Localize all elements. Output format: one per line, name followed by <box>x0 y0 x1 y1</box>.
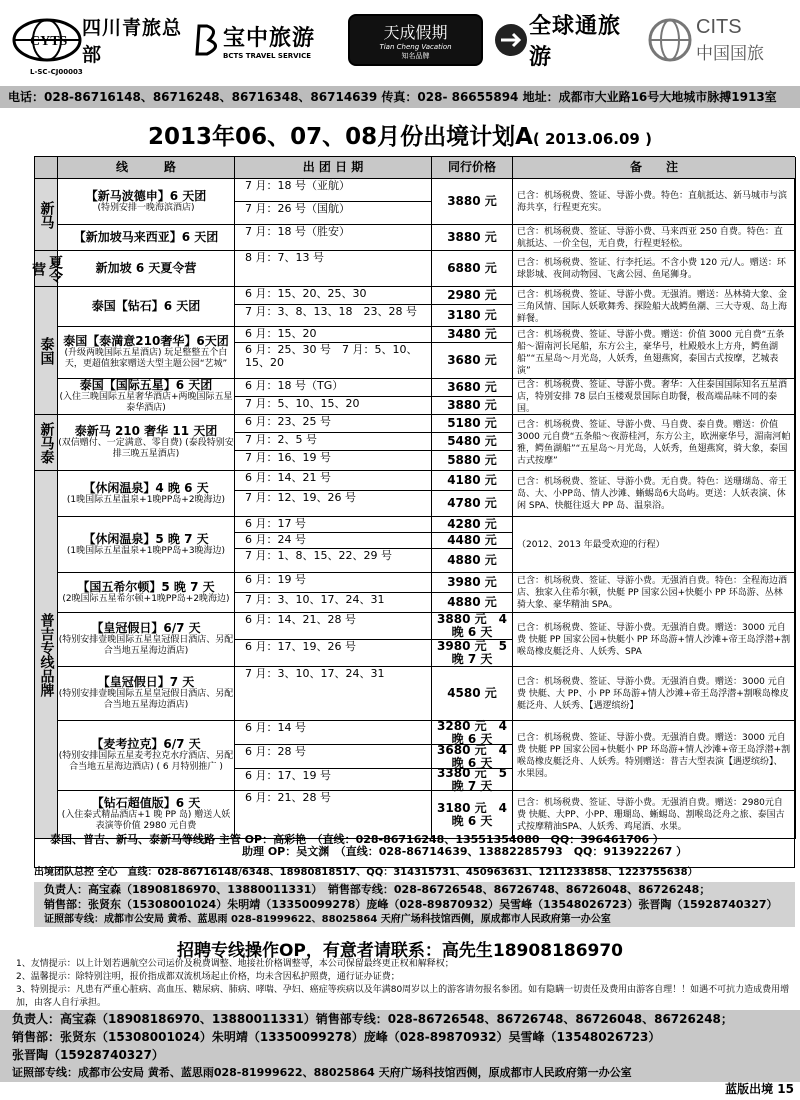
price-cell <box>432 517 513 533</box>
route-name: 【新加坡马来西亚】6 天团 <box>73 230 219 244</box>
departure-date-text: 6 月：28 号 <box>245 745 306 758</box>
price-text: 3180 元 4 晚 6 天 <box>437 800 507 828</box>
price-cell <box>432 225 513 251</box>
price-cell <box>432 471 513 491</box>
departure-dates <box>235 179 432 202</box>
price-cell <box>432 640 513 667</box>
header-route-label: 线 路 <box>115 160 176 174</box>
price-text: 3680 元 <box>447 353 497 367</box>
tiancheng-sub2: 知名品牌 <box>401 51 430 60</box>
arrow-circle-icon <box>493 22 529 58</box>
notes-cell <box>513 721 796 791</box>
cits-name: CITS <box>696 16 742 38</box>
globe-icon <box>12 18 82 62</box>
departure-date-text: 6 月：14、21、28 号 <box>245 613 356 626</box>
group-label-text: 普吉专线品牌 <box>38 612 55 697</box>
departure-date-text: 7 月：3、8、13、18 23、28 号 <box>245 305 417 318</box>
notes-cell <box>513 379 796 415</box>
departure-date-text: 7 月：18 号（胜安） <box>245 225 350 238</box>
price-cell <box>432 251 513 287</box>
cits-sub: 中国国旅 <box>696 44 764 64</box>
price-text: 2980 元 <box>447 288 497 302</box>
departure-dates <box>235 491 432 517</box>
departure-date-text: 6 月：21、28 号 <box>245 791 331 804</box>
departure-date-text: 6 月：25、30 号 7 月：5、10、15、20 <box>245 343 418 369</box>
price-text: 4580 元 <box>447 686 497 700</box>
price-cell <box>432 179 513 225</box>
departure-date-text: 7 月：12、19、26 号 <box>245 491 356 504</box>
notes-cell <box>513 327 796 379</box>
route-subtitle: (2晚国际五星希尔顿+1晚PP岛+2晚海边) <box>62 593 230 604</box>
route-cell <box>58 573 235 613</box>
notes-cell <box>513 415 796 471</box>
ops-contacts <box>34 834 795 868</box>
title-date: ( 2013.06.09 ) <box>532 130 652 148</box>
route-cell <box>58 721 235 791</box>
cits-globe-icon <box>648 18 692 62</box>
departure-date-text: 6 月：23、25 号 <box>245 415 331 428</box>
price-cell <box>432 613 513 640</box>
bcts-mark-icon <box>193 22 223 58</box>
ops-line-3: 出境团队总控 全心 直线：028-86716148/6348、18980818517、QQ：314315731、450963631、1211233858、1223755638） <box>34 867 698 878</box>
contacts-line-3: 证照部专线：成都市公安局 黄希、蓝思雨 028-81999622、88025864 天府广场科技馆西侧，原成都市人民政府第一办公室 <box>34 912 795 927</box>
price-text: 3680 元 4 晚 6 天 <box>437 742 507 770</box>
route-cell <box>58 613 235 667</box>
price-text: 5880 元 <box>447 453 497 467</box>
price-cell <box>432 718 513 746</box>
price-text: 3480 元 <box>447 327 497 341</box>
header-dates-label: 出 团 日 期 <box>302 160 364 174</box>
contact-bar: 电话：028-86716148、86716248、86716348、86714639 传真：028- 86655894 地址：成都市大业路16号大地城市脉搏1913室 <box>0 86 800 108</box>
price-cell <box>432 791 513 839</box>
title-main: 2013年06、07、08月份出境计划A <box>148 124 533 150</box>
route-subtitle: (入住泰式精品酒店+1 晚 PP 岛) 赠送人妖表演等价值 2980 元自费 <box>61 810 231 831</box>
tip-3: 3、特别提示：凡患有严重心脏病、高血压、糖尿病、肺病、哮喘、孕妇、癌症等疾病以及年满80周岁以上的游客请勿报名参团。如有隐瞒一切责任及费用由游客自理！！如遇不可抗力造成费用增加，由客人自行承担。 <box>16 985 790 1008</box>
departure-dates <box>235 549 432 573</box>
price-text: 4280 元 <box>447 517 497 531</box>
departure-dates <box>235 225 432 251</box>
price-text: 4180 元 <box>447 473 497 487</box>
notes-cell <box>513 225 796 251</box>
departure-dates <box>235 471 432 491</box>
price-text: 3680 元 <box>447 380 497 394</box>
departure-dates <box>235 533 432 549</box>
notes-cell <box>513 179 796 225</box>
price-cell <box>432 397 513 415</box>
tiancheng-sub: Tian Cheng Vacation <box>379 42 452 51</box>
notes-text: 已含：机场税费、签证、导游小费。无强消自费。赠送：2980元自费 快艇、大PP、小PP、珊瑚岛、蜥蜴岛、割喉岛泛舟之旅、泰国古式按摩精油SPA、人妖秀、鸡尾酒、水果。 <box>517 797 785 832</box>
notes-text: 已含：机场税费、签证、导游小费。奢华：入住泰国国际知名五星酒店，特别安排 78 层白玉楼观景国际自助餐，极高端品味不同的泰国。 <box>517 379 788 414</box>
tips <box>16 958 796 1010</box>
price-cell <box>432 451 513 471</box>
route-cell <box>58 287 235 327</box>
group-label-text: 夏令营 <box>30 254 63 283</box>
tip-1: 1、友情提示：以上计划若遇航空公司运价及税费调整、地接社价格调整等，本公司保留最终更正权和解释权； <box>16 959 454 969</box>
route-cell <box>58 327 235 379</box>
price-text: 3980 元 5 晚 7 天 <box>437 639 507 666</box>
route-cell <box>58 251 235 287</box>
price-cell <box>432 549 513 573</box>
route-name: 新加坡 6 天夏令营 <box>95 261 197 275</box>
notes-cell <box>513 471 796 517</box>
departure-dates <box>235 397 432 415</box>
departure-dates <box>235 791 432 839</box>
price-cell <box>432 433 513 451</box>
price-text: 5180 元 <box>447 416 497 430</box>
route-subtitle: (1晚国际五星温泉+1晚PP岛+2晚海边) <box>66 494 226 505</box>
route-subtitle: (特别安排一晚海滨酒店) <box>97 202 195 213</box>
price-cell <box>432 343 513 379</box>
contacts-line-1: 负责人：高宝森（18908186970、13880011331） 销售部专线：028-86726548、86726748、86726048、86726248； <box>34 882 795 897</box>
price-text: 4480 元 <box>447 533 497 547</box>
recruit-banner: 招聘专线操作OP，有意者请联系：高先生18908186970 <box>176 941 624 961</box>
price-text: 3880 元 <box>447 194 497 208</box>
price-cell <box>432 667 513 721</box>
price-text: 3180 元 <box>447 308 497 322</box>
price-cell <box>432 379 513 397</box>
notes-text: 已含：机场税费、签证、导游小费。赠送：价值 3000 元自费“五条船～湄南河长尾船，东方公主，豪华号，杜殿般水上方舟，鳄鱼湖船”“五星岛～月光岛，人妖秀，鱼翅燕窝，泰国古式按摩，艺城表演” <box>517 329 785 376</box>
price-text: 4880 元 <box>447 553 497 567</box>
departure-date-text: 6 月：14 号 <box>245 721 306 734</box>
price-text: 3880 元 4 晚 6 天 <box>437 612 507 639</box>
notes-cell <box>513 791 796 839</box>
departure-dates <box>235 769 432 791</box>
price-cell <box>432 305 513 327</box>
route-name: 【休闲温泉】4 晚 6 天 <box>83 480 209 495</box>
group-label <box>35 287 58 415</box>
price-cell <box>432 765 513 793</box>
contacts-line-2: 销售部：张贤东（15308001024）朱明靖（13350099278）庞峰（028-89870932）吴雪峰（13548026723）张晋陶（15928740327） <box>34 897 795 912</box>
ops-line-2: 助理 OP：吴文渊 （直线：028-86714639、13882285793 QQ：913922267 ） <box>242 845 688 858</box>
route-name: 【麦考拉克】6/7 天 <box>91 737 201 751</box>
bcts-name: 宝中旅游 <box>223 25 316 51</box>
route-cell <box>58 179 235 225</box>
bottom-contacts <box>0 1010 800 1082</box>
route-name: 泰新马 210 奢华 11 天团 <box>74 424 218 438</box>
header-price-label: 同行价格 <box>447 160 496 174</box>
departure-date-text: 6 月：17、19、26 号 <box>245 640 356 653</box>
price-text: 4880 元 <box>447 595 497 609</box>
departure-dates <box>235 251 432 287</box>
departure-dates <box>235 379 432 397</box>
tip-2: 2、温馨提示：除特别注明，报价指成都双流机场起止价格，均未含因私护照费，通行证办证费； <box>16 972 400 982</box>
notes-text: （2012、2013 年最受欢迎的行程） <box>517 539 665 550</box>
departure-dates <box>235 745 432 769</box>
notes-text: 已含：机场税费、签证、导游小费。无自费。特色：送珊瑚岛、帝王岛、大、小PP岛、情人沙滩、蜥蜴岛6大岛屿。更送：人妖表演、休闲 SPA、快艇往返大 PP 岛、温泉浴。 <box>517 476 788 511</box>
route-cell <box>58 471 235 517</box>
route-name: 【国五希尔顿】5 晚 7 天 <box>77 579 215 594</box>
departure-date-text: 7 月：3、10、17、24、31 <box>245 593 385 606</box>
page-footer: 蓝版出境 15 <box>725 1082 794 1096</box>
cits-logo <box>648 14 788 66</box>
route-cell <box>58 517 235 573</box>
departure-dates <box>235 451 432 471</box>
svg-text:CYTS: CYTS <box>30 34 68 49</box>
departure-date-text: 6 月：17、19 号 <box>245 769 331 782</box>
route-name: 泰国【钻石】6 天团 <box>91 299 201 313</box>
price-cell <box>432 491 513 517</box>
departure-date-text: 7 月：3、10、17、24、31 <box>245 667 385 680</box>
notes-cell <box>513 573 796 613</box>
price-text: 4780 元 <box>447 496 497 510</box>
price-text: 3980 元 <box>447 575 497 589</box>
notes-text: 已含：机场税费、签证、导游小费、马来西亚 250 自费。特色：直航抵达、一价全包，无自费，行程更轻松。 <box>517 226 783 249</box>
logo-bar <box>8 8 794 76</box>
quanqiutong-logo <box>493 14 643 70</box>
departure-date-text: 6 月：18 号（TG） <box>245 379 344 392</box>
tour-table <box>30 156 795 868</box>
license-number: L-SC-CJ00003 <box>30 68 83 76</box>
route-name: 【皇冠假日】7 天 <box>97 675 195 689</box>
departure-date-text: 6 月：15、20 <box>245 327 317 340</box>
group-label <box>35 415 58 471</box>
price-text: 3380 元 5 晚 7 天 <box>437 765 507 793</box>
route-cell <box>58 225 235 251</box>
departure-dates <box>235 721 432 745</box>
departure-dates <box>235 433 432 451</box>
departure-date-text: 7 月：1、8、15、22、29 号 <box>245 549 392 562</box>
cyts-logo <box>12 14 192 66</box>
price-cell <box>432 287 513 305</box>
page-title <box>0 118 800 151</box>
notes-text: 已含：机场税费、签证、导游小费。无强消自费。赠送：3000 元自费 快艇 PP 国家公园+快艇小 PP 环岛游+情人沙滩+帝王岛浮潜+割喉岛橡皮艇泛舟、人妖秀。特别赠送：普吉大型表演【遇逻缤纷】、水果园。 <box>517 732 791 779</box>
bottom-line-4: 证照部专线：成都市公安局 黄希、蓝思雨028-81999622、88025864 天府广场科技馆西侧，原成都市人民政府第一办公室 <box>12 1066 632 1079</box>
bcts-sub: BCTS TRAVEL SERVICE <box>223 51 312 60</box>
price-cell <box>432 533 513 549</box>
notes-text: 已含：机场税费、签证、导游小费。无强消自费。赠送：3000 元自费 快艇 PP 国家公园+快艇小 PP 环岛游+情人沙滩+帝王岛浮潜+割喉岛橡皮艇泛舟、人妖秀、SPA <box>517 622 791 657</box>
price-text: 3880 元 <box>447 398 497 412</box>
departure-date-text: 6 月：19 号 <box>245 573 306 586</box>
group-label-text: 泰国 <box>38 336 55 365</box>
route-name: 【休闲温泉】5 晚 7 天 <box>83 531 209 546</box>
notes-cell <box>513 251 796 287</box>
departure-date-text: 7 月：18 号（亚航） <box>245 179 350 192</box>
header-group <box>35 157 58 179</box>
departure-date-text: 7 月：5、10、15、20 <box>245 397 360 410</box>
route-name: 【钻石超值版】6 天 <box>91 796 201 810</box>
group-label <box>35 471 58 839</box>
notes-cell <box>513 517 796 573</box>
price-cell <box>432 573 513 593</box>
route-subtitle: (升级两晚国际五星酒店) 玩足整整五个白天，更超值独家赠送大型主题公园“艺城” <box>64 348 228 369</box>
route-subtitle: (1晚国际五星温泉+1晚PP岛+3晚海边) <box>66 545 226 556</box>
departure-dates <box>235 640 432 667</box>
tiancheng-logo <box>348 14 483 66</box>
departure-dates <box>235 305 432 327</box>
route-cell <box>58 667 235 721</box>
notes-text: 已含：机场税费、签证、导游小费。无强消自费。赠送：3000 元自费 快艇、大 PP、小 PP 环岛游+情人沙滩+帝王岛浮潜+割喉岛橡皮艇泛舟、人妖秀、【遇逻缤纷】 <box>517 676 789 711</box>
notes-text: 已含：机场税费、签证、行李托运。不含小费 120 元/人。赠送：环球影城、夜间动物园、飞禽公园、鱼尾狮身。 <box>517 257 786 280</box>
departure-date-text: 7 月：26 号（国航） <box>245 202 350 215</box>
group-label <box>35 179 58 251</box>
group-label-text: 新马 <box>38 200 55 229</box>
notes-cell <box>513 287 796 327</box>
contacts-block <box>34 882 795 927</box>
header-route <box>58 157 235 179</box>
price-text: 3880 元 <box>447 230 497 244</box>
route-name: 泰国【国际五星】6 天团 <box>79 378 213 392</box>
price-text: 3280 元 4 晚 6 天 <box>437 718 507 746</box>
route-name: 【皇冠假日】6/7 天 <box>91 621 201 635</box>
notes-cell <box>513 613 796 667</box>
route-subtitle: (双信赠付、一定满意、零自费) (泰段特别安排三晚五星酒店) <box>58 438 234 459</box>
departure-date-text: 6 月：15、20、25、30 <box>245 287 367 300</box>
departure-dates <box>235 573 432 593</box>
route-name: 泰国【泰満意210奢华】6天团 <box>63 334 229 348</box>
quanqiutong-name: 全球通旅游 <box>529 14 622 70</box>
route-cell <box>58 379 235 415</box>
bottom-line-1: 负责人：高宝森（18908186970、13880011331）销售部专线：028-86726548、86726748、86726048、86726248； <box>12 1012 733 1026</box>
header-price <box>432 157 513 179</box>
route-name: 【新马波德申】6 天团 <box>85 188 207 203</box>
departure-date-text: 6 月：17 号 <box>245 517 306 530</box>
bottom-line-2: 销售部：张贤东（15308001024）朱明靖（13350099278）庞峰（028-89870932）吴雪峰（13548026723） <box>12 1030 661 1044</box>
notes-text: 已含：机场税费、签证、导游小费。特色：直航抵达、新马城市与滨海共享，行程更充实。 <box>517 190 788 213</box>
departure-date-text: 7 月：16、19 号 <box>245 451 331 464</box>
departure-date-text: 7 月：2、5 号 <box>245 433 317 446</box>
route-subtitle: (特别安排壹晚国际五星皇冠假日酒店、另配合当地五星海边酒店) <box>58 689 234 710</box>
price-cell <box>432 593 513 613</box>
route-subtitle: (特别安排壹晚国际五星皇冠假日酒店、另配合当地五星海边酒店) <box>58 635 234 656</box>
departure-dates <box>235 613 432 640</box>
ops-line-1: 泰国、普吉、新马、泰新马等线路 主管 OP：高彩艳 （直线：028-86716248、13551354080 QQ：396461706 ） <box>50 833 664 846</box>
departure-dates <box>235 517 432 533</box>
route-cell <box>58 415 235 471</box>
route-cell <box>58 791 235 839</box>
bottom-line-3: 张晋陶（15928740327） <box>12 1048 164 1062</box>
notes-text: 已含：机场税费、签证、导游小费。无强消自费。特色：全程海边酒店、独家入住希尔顿，快艇 PP 国家公园+快艇小 PP 环岛游、丛林骑大象、豪华精油 SPA。 <box>517 575 788 610</box>
departure-dates <box>235 327 432 343</box>
departure-dates <box>235 593 432 613</box>
header-notes-label: 备 注 <box>629 160 678 174</box>
header-notes <box>513 157 796 179</box>
price-text: 6880 元 <box>447 261 497 275</box>
group-label-text: 新马泰 <box>38 421 55 464</box>
bcts-logo <box>193 14 343 66</box>
departure-dates <box>235 202 432 225</box>
header-dates <box>235 157 432 179</box>
departure-dates <box>235 287 432 305</box>
cyts-name: 四川青旅总部 <box>82 17 183 66</box>
departure-date-text: 6 月：14、21 号 <box>245 471 331 484</box>
route-subtitle: (入住三晚国际五星奢华酒店+两晚国际五星泰华酒店) <box>59 392 233 413</box>
notes-text: 已含：机场税费、签证、导游小费、马自费、泰自费。赠送：价值 3000 元自费“五条船～夜游桂河，东方公主，欧洲豪华号，湄南河帕雅，鳄鱼湖船”“五星岛～月光岛，人妖秀，鱼翅燕窝，骑大象，泰国古式按摩” <box>517 419 791 466</box>
departure-date-text: 6 月：24 号 <box>245 533 306 546</box>
departure-date-text: 8 月：7、13 号 <box>245 251 324 264</box>
departure-dates <box>235 667 432 721</box>
departure-dates <box>235 415 432 433</box>
price-cell <box>432 415 513 433</box>
notes-text: 已含：机场税费、签证、导游小费。无强消。赠送：丛林骑大象、金三角风情、国际人妖歌舞秀、探险船大战鳄鱼潮、三大寺观、岛上海鲜餐。 <box>517 289 788 324</box>
route-subtitle: (特别安排国际五星麦考拉克水疗酒店、另配合当地五星海边酒店) ( 6 月特别推广 ) <box>58 751 234 772</box>
tiancheng-name: 天成假期 <box>383 22 448 42</box>
price-cell <box>432 327 513 343</box>
notes-cell <box>513 667 796 721</box>
group-label <box>30 251 63 287</box>
departure-dates <box>235 343 432 379</box>
price-text: 5480 元 <box>447 434 497 448</box>
